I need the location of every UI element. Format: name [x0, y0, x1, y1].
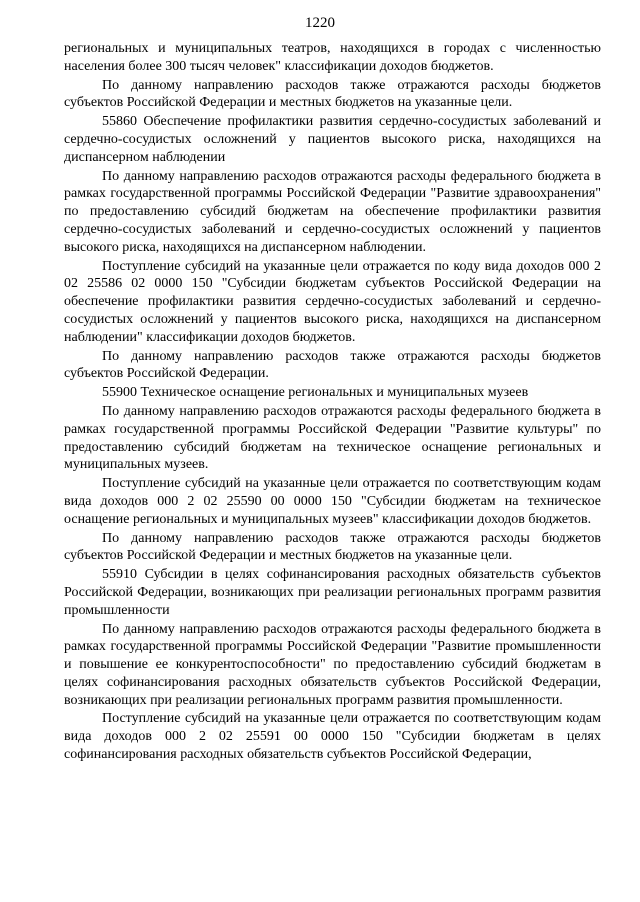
paragraph: По данному направлению расходов отражаются расходы федерального бюджета в рамках государственной программы Российской Федерации "Развитие промышленности и повышение ее конкурентоспособности" по предоставлению субсидий бюджетам в целях софинансирования расходных обязательств субъектов Российской Федерации, возникающих при реализации региональных программ развития промышленности. [64, 621, 601, 708]
paragraph: По данному направлению расходов также отражаются расходы бюджетов субъектов Российской Федерации и местных бюджетов на указанные цели. [64, 530, 601, 564]
paragraph: Поступление субсидий на указанные цели отражается по коду вида доходов 000 2 02 25586 02 0000 150 "Субсидии бюджетам субъектов Российской Федерации на обеспечение профилактики развития сердечно-сосудистых заболеваний и сердечно-сосудистых осложнений у пациентов высокого риска, находящихся на диспансерном наблюдении" классификации доходов бюджетов. [64, 258, 601, 345]
paragraph: Поступление субсидий на указанные цели отражается по соответствующим кодам вида доходов 000 2 02 25591 00 0000 150 "Субсидии бюджетам в целях софинансирования расходных обязательств субъектов Российской Федерации, [64, 711, 601, 763]
paragraph: По данному направлению расходов также отражаются расходы бюджетов субъектов Российской Федерации. [64, 348, 601, 382]
section-heading-55910: 55910 Субсидии в целях софинансирования расходных обязательств субъектов Российской Федерации, возникающих при реализации региональных программ развития промышленности [64, 567, 601, 618]
document-body [64, 40, 601, 764]
section-heading-55900: 55900 Техническое оснащение региональных и муниципальных музеев [102, 385, 529, 401]
paragraph-continuation: региональных и муниципальных театров, находящихся в городах с численностью населения более 300 тысяч человек" классификации доходов бюджетов. [64, 41, 601, 74]
paragraph: По данному направлению расходов также отражаются расходы бюджетов субъектов Российской Федерации и местных бюджетов на указанные цели. [64, 77, 601, 111]
page-number: 1220 [305, 15, 335, 31]
paragraph: По данному направлению расходов отражаются расходы федерального бюджета в рамках государственной программы Российской Федерации "Развитие культуры" по предоставлению субсидий бюджетам на техническое оснащение региональных и муниципальных музеев. [64, 403, 601, 473]
paragraph: По данному направлению расходов отражаются расходы федерального бюджета в рамках государственной программы Российской Федерации "Развитие здравоохранения" по предоставлению субсидий бюджетам на обеспечение профилактики развития сердечно-сосудистых заболеваний и сердечно-сосудистых осложнений у пациентов высокого риска, находящихся на диспансерном наблюдении. [64, 168, 601, 255]
section-heading-55860: 55860 Обеспечение профилактики развития сердечно-сосудистых заболеваний и сердечно-сосудистых осложнений у пациентов высокого риска, находящихся на диспансерном наблюдении [64, 114, 601, 165]
paragraph: Поступление субсидий на указанные цели отражается по соответствующим кодам вида доходов 000 2 02 25590 00 0000 150 "Субсидии бюджетам на техническое оснащение региональных и муниципальных музеев" классификации доходов бюджетов. [64, 476, 601, 527]
